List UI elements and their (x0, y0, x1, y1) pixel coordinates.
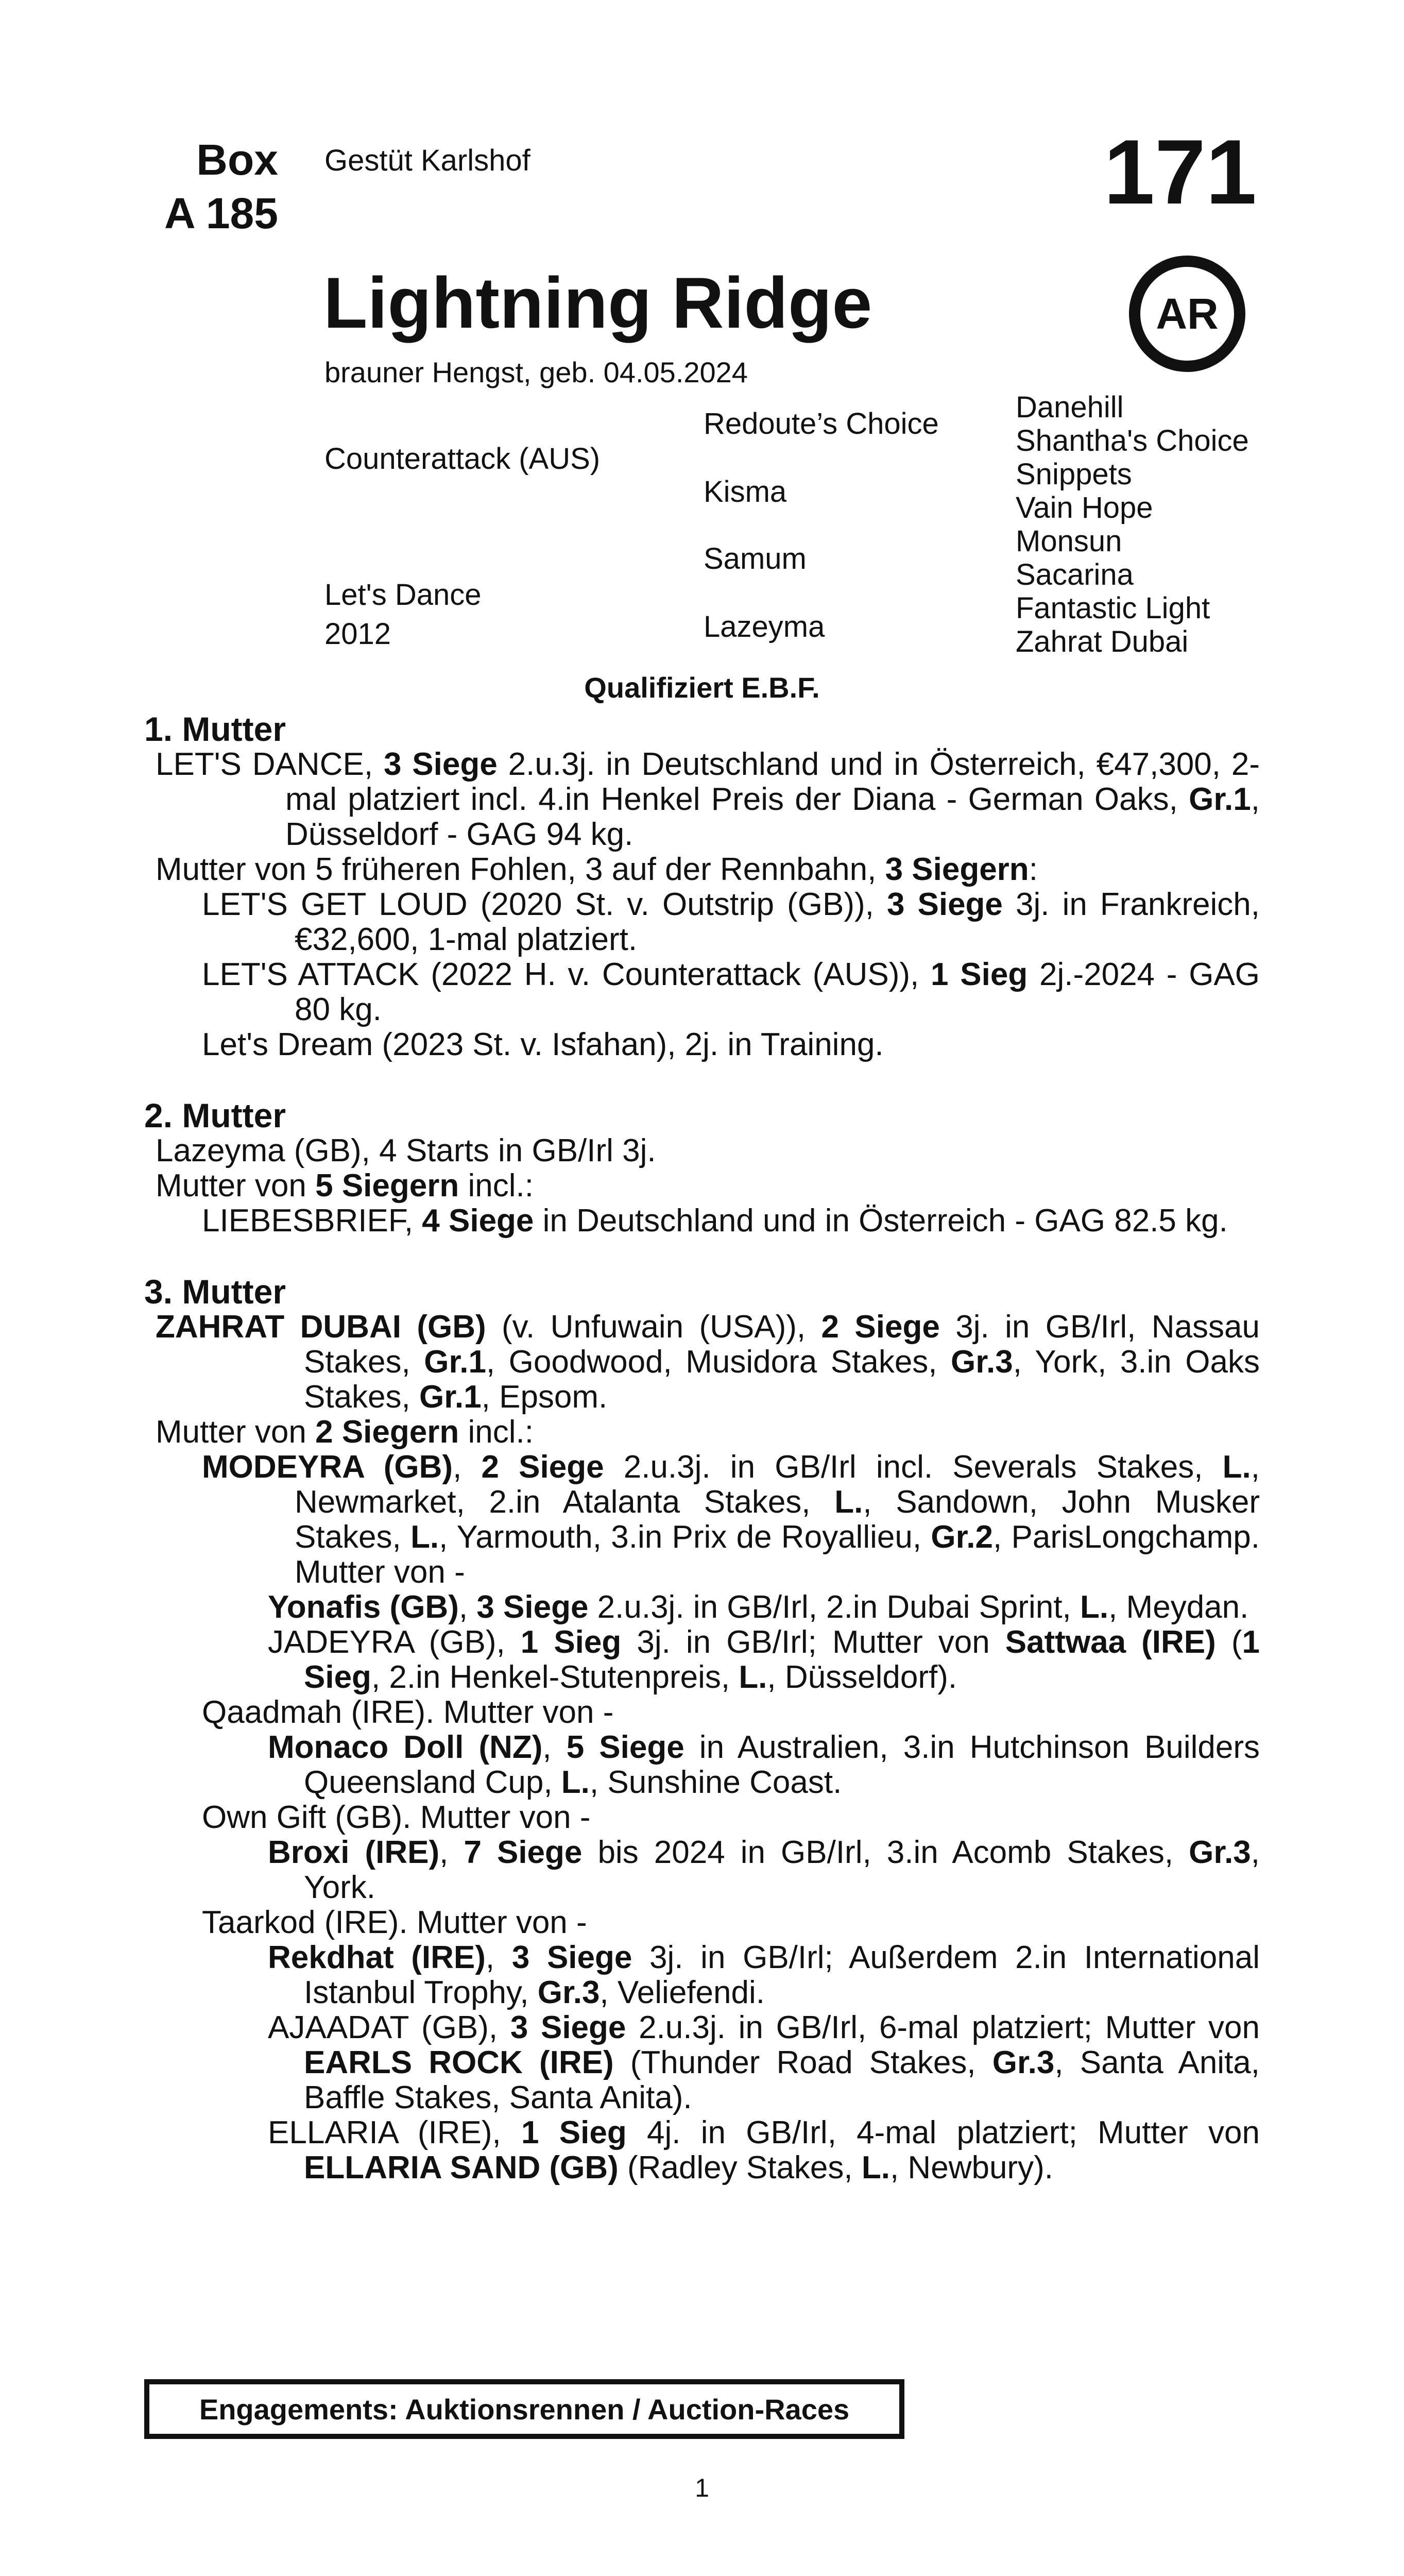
ar-badge-label: AR (1156, 289, 1219, 338)
text-run: , Düsseldorf). (767, 1659, 957, 1695)
produce-entry (144, 957, 1260, 1027)
dam-entry (144, 1310, 1260, 1415)
lot-number: 171 (1104, 121, 1257, 223)
text-run: 2.u.3j. in GB/Irl, 2.in Dubai Sprint, (588, 1589, 1080, 1625)
text-run: , Sunshine Coast. (589, 1765, 842, 1800)
pedigree-gen3: Zahrat Dubai (1016, 625, 1189, 658)
pedigree-gen3: Snippets (1016, 457, 1132, 491)
text-run: in Australien, 3.in Hutchinson Builders Queensland Cup, (304, 1730, 1260, 1800)
pedigree-gen3: Vain Hope (1016, 491, 1153, 524)
bold-run: Monaco Doll (NZ) (268, 1730, 543, 1765)
text-run: , Epsom. (481, 1379, 608, 1415)
text-run: , Yarmouth, 3.in Prix de Royallieu, (439, 1519, 931, 1555)
bold-run: 1 Sieg (520, 1624, 622, 1660)
pedigree-gen2: Kisma (704, 475, 787, 509)
bold-run: L. (561, 1765, 590, 1800)
box-line-2: A 185 (164, 189, 278, 238)
text-run: , Newmarket, 2.in Atalanta Stakes, (295, 1449, 1260, 1520)
pedigree-gen2: Lazeyma (704, 610, 825, 643)
breeder: Gestüt Karlshof (324, 144, 530, 177)
text-run: 3j. in GB/Irl, Nassau Stakes, (304, 1309, 1260, 1380)
text-run: (Radley Stakes, (618, 2150, 862, 2185)
bold-run: 5 Siegern (315, 1168, 459, 1204)
bold-run: Yonafis (GB) (268, 1589, 459, 1625)
bold-run: 1 Sieg (304, 1624, 1260, 1695)
qualification-note: Qualifiziert E.B.F. (584, 671, 820, 704)
text-run: : (1029, 852, 1038, 887)
bold-run: 7 Siege (464, 1835, 583, 1870)
text-run: 2.u.3j. in GB/Irl incl. Severals Stakes, (604, 1449, 1223, 1485)
text-run: 2.u.3j. in Deutschland und in Österreich, €47,300, 2-mal platziert incl. 4.in Henkel Preis der Diana - German Oaks, (285, 747, 1260, 817)
text-run: Taarkod (IRE). Mutter von - (202, 1905, 587, 1940)
dam-entry (144, 1133, 1260, 1168)
bold-run: L. (1080, 1589, 1109, 1625)
bold-run: 4 Siege (422, 1203, 534, 1239)
text-run: , ParisLongchamp. Mutter von - (295, 1519, 1260, 1590)
bold-run: ZAHRAT DUBAI (GB) (156, 1309, 486, 1345)
text-run: Qaadmah (IRE). Mutter von - (202, 1694, 614, 1730)
dam-entry (144, 747, 1260, 852)
text-run: 3j. in GB/Irl; Außerdem 2.in International Istanbul Trophy, (304, 1940, 1260, 2010)
text-run: LET'S ATTACK (2022 H. v. Counterattack (AUS)), (202, 957, 931, 992)
bold-run: L. (834, 1484, 863, 1520)
produce-entry (144, 887, 1260, 957)
bold-run: Gr.3 (1189, 1835, 1251, 1870)
text-run: Mutter von (156, 1414, 316, 1450)
text-run: , Goodwood, Musidora Stakes, (486, 1344, 951, 1380)
bold-run: Gr.1 (1189, 782, 1251, 817)
bold-run: 3 Siege (476, 1589, 589, 1625)
bold-run: 3 Siege (510, 2010, 626, 2045)
text-run: (Thunder Road Stakes, (613, 2045, 992, 2080)
engagements-label: Engagements: Auktionsrennen / Auction-Races (199, 2393, 850, 2426)
text-run: LIEBESBRIEF, (202, 1203, 422, 1239)
bold-run: 3 Siege (886, 887, 1003, 922)
produce-entry (144, 2115, 1260, 2185)
produce-entry (144, 1204, 1260, 1239)
text-run: 3j. in Frankreich, €32,600, 1-mal platziert. (295, 887, 1260, 957)
bold-run: L. (739, 1659, 767, 1695)
bold-run: Gr.3 (992, 2045, 1055, 2080)
bold-run: L. (861, 2150, 890, 2185)
produce-entry (144, 1695, 1260, 1730)
text-run: , Düsseldorf - GAG 94 kg. (285, 782, 1260, 852)
ar-badge (1129, 256, 1245, 372)
bold-run: 3 Siege (383, 747, 498, 782)
text-run: , Newbury). (889, 2150, 1053, 2185)
text-run: , (542, 1730, 567, 1765)
text-run: , 2.in Henkel-Stutenpreis, (371, 1659, 739, 1695)
text-run: LET'S DANCE, (156, 747, 384, 782)
bold-run: 2 Siegern (315, 1414, 459, 1450)
text-run: JADEYRA (GB), (268, 1624, 521, 1660)
text-run: , York, 3.in Oaks Stakes, (304, 1344, 1260, 1415)
text-run: Lazeyma (GB), 4 Starts in GB/Irl 3j. (156, 1133, 656, 1168)
produce-entry (144, 1905, 1260, 1940)
box-line-1: Box (196, 135, 278, 184)
produce-entry (144, 1590, 1260, 1625)
text-run: incl.: (459, 1168, 534, 1204)
bold-run: 1 Sieg (931, 957, 1028, 992)
bold-run: L. (1222, 1449, 1251, 1485)
produce-entry (144, 1450, 1260, 1590)
pedigree-gen2: Samum (704, 542, 807, 575)
text-run: Own Gift (GB). Mutter von - (202, 1800, 591, 1835)
produce-entry (144, 1027, 1260, 1062)
produce-summary (144, 1168, 1260, 1204)
text-run: AJAADAT (GB), (268, 2010, 510, 2045)
text-run: , Veliefendi. (600, 1975, 765, 2010)
pedigree-dam: Let's Dance (324, 578, 482, 612)
text-run: incl.: (459, 1414, 534, 1450)
text-run: , York. (304, 1835, 1260, 1905)
pedigree-gen3: Shantha's Choice (1016, 424, 1249, 457)
bold-run: 2 Siege (481, 1449, 604, 1485)
text-run: 4j. in GB/Irl, 4-mal platziert; Mutter von (626, 2115, 1260, 2150)
pedigree-gen3: Sacarina (1016, 558, 1134, 591)
text-run: in Deutschland und in Österreich - GAG 82.5 kg. (534, 1203, 1228, 1239)
text-run: , (439, 1835, 464, 1870)
text-run: bis 2024 in GB/Irl, 3.in Acomb Stakes, (582, 1835, 1189, 1870)
box-label (144, 133, 278, 240)
horse-name: Lightning Ridge (323, 262, 872, 343)
text-run: 2j.-2024 - GAG 80 kg. (295, 957, 1260, 1027)
text-run: 2.u.3j. in GB/Irl, 6-mal platziert; Mutter von (626, 2010, 1260, 2045)
text-run: , (485, 1940, 512, 1975)
bold-run: 5 Siege (566, 1730, 684, 1765)
pedigree-gen3: Fantastic Light (1016, 591, 1210, 625)
bold-run: 2 Siege (821, 1309, 940, 1345)
bold-run: 3 Siege (511, 1940, 632, 1975)
text-run: 3j. in GB/Irl; Mutter von (621, 1624, 1005, 1660)
catalogue-text (144, 711, 1260, 2185)
produce-entry (144, 1940, 1260, 2010)
produce-entry (144, 1625, 1260, 1695)
text-run: ( (1215, 1624, 1242, 1660)
text-run: Let's Dream (2023 St. v. Isfahan), 2j. in Training. (202, 1027, 884, 1062)
produce-entry (144, 1730, 1260, 1800)
bold-run: ELLARIA SAND (GB) (304, 2150, 619, 2185)
page-number: 1 (695, 2473, 709, 2502)
horse-description: brauner Hengst, geb. 04.05.2024 (324, 356, 748, 388)
bold-run: 1 Sieg (521, 2115, 627, 2150)
text-run: ELLARIA (IRE), (268, 2115, 522, 2150)
section-title-1: 1. Mutter (144, 710, 286, 748)
text-run: , (458, 1589, 477, 1625)
bold-run: Rekdhat (IRE) (268, 1940, 486, 1975)
bold-run: Sattwaa (IRE) (1005, 1624, 1216, 1660)
section-title-3: 3. Mutter (144, 1273, 286, 1311)
produce-summary (144, 1415, 1260, 1450)
text-run: , (453, 1449, 482, 1485)
produce-entry (144, 1800, 1260, 1835)
bold-run: EARLS ROCK (IRE) (304, 2045, 614, 2080)
text-run: , Sandown, John Musker Stakes, (295, 1484, 1260, 1555)
bold-run: Gr.3 (537, 1975, 600, 2010)
pedigree-sire: Counterattack (AUS) (324, 442, 601, 476)
pedigree-dam-year: 2012 (324, 617, 391, 651)
bold-run: Broxi (IRE) (268, 1835, 440, 1870)
produce-entry (144, 1835, 1260, 1905)
pedigree-gen3: Monsun (1016, 524, 1122, 558)
text-run: Mutter von 5 früheren Fohlen, 3 auf der Rennbahn, (156, 852, 885, 887)
bold-run: L. (410, 1519, 439, 1555)
engagements-box (144, 2379, 904, 2439)
text-run: Mutter von (156, 1168, 316, 1204)
produce-entry (144, 2010, 1260, 2115)
section-title-2: 2. Mutter (144, 1096, 286, 1134)
text-run: (v. Unfuwain (USA)), (486, 1309, 821, 1345)
text-run: , Meydan. (1108, 1589, 1249, 1625)
text-run: LET'S GET LOUD (2020 St. v. Outstrip (GB)), (202, 887, 887, 922)
bold-run: Gr.1 (419, 1379, 482, 1415)
text-run: , Santa Anita, Baffle Stakes, Santa Anita). (304, 2045, 1260, 2115)
bold-run: Gr.1 (424, 1344, 486, 1380)
pedigree-gen3: Danehill (1016, 391, 1124, 424)
bold-run: 3 Siegern (885, 852, 1029, 887)
bold-run: Gr.3 (951, 1344, 1013, 1380)
pedigree-gen2: Redoute’s Choice (704, 407, 939, 440)
bold-run: Gr.2 (931, 1519, 993, 1555)
produce-summary (144, 852, 1260, 887)
bold-run: MODEYRA (GB) (202, 1449, 453, 1485)
